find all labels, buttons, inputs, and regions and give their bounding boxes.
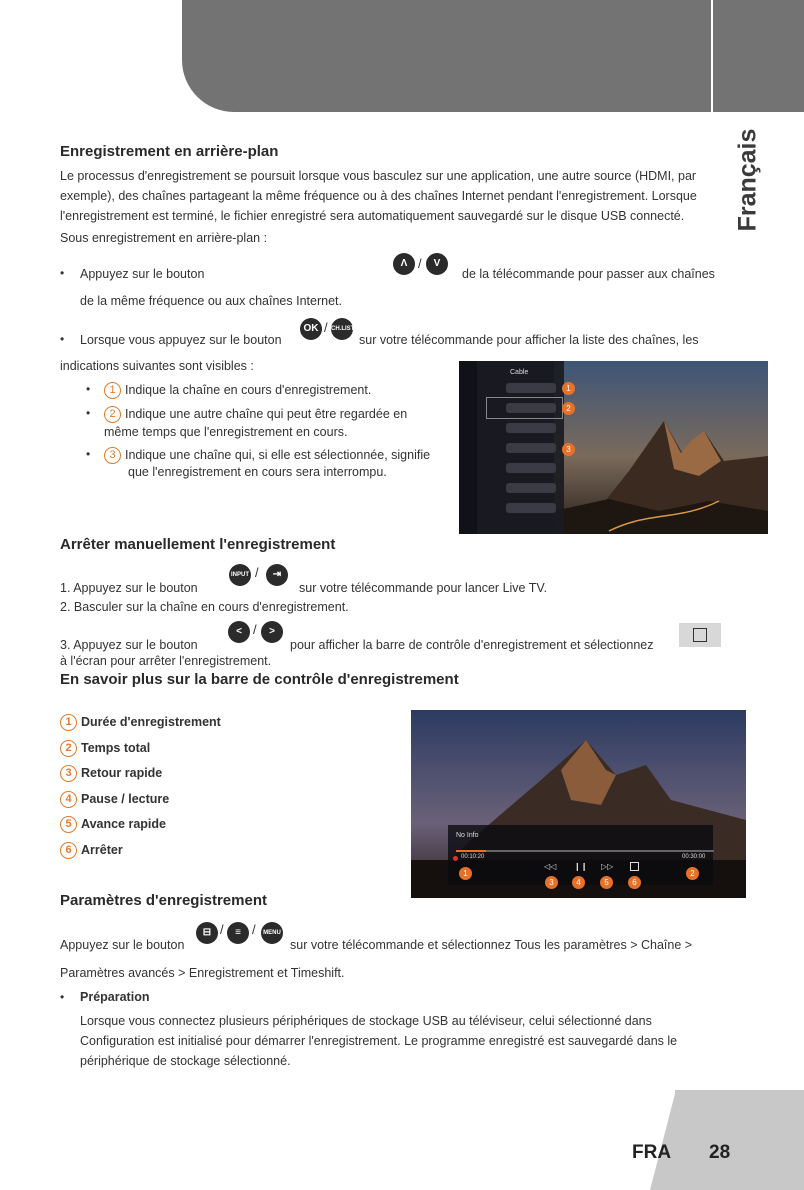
list-button-icon: ≡ <box>227 922 249 944</box>
left-button-icon: < <box>228 621 250 643</box>
list-header: Cable <box>510 369 529 376</box>
bullet1-text: Appuyez sur le bouton <box>80 267 205 281</box>
bullet2-line2: indications suivantes sont visibles : <box>60 359 254 373</box>
channel-down-button-icon: V <box>426 253 448 275</box>
badge-2: 2 <box>686 867 699 880</box>
total-time: 00:30:00 <box>682 854 706 860</box>
indication-1: 1 Indique la chaîne en cours d'enregistrement. <box>104 380 371 400</box>
input-button-icon: INPUT <box>229 564 251 586</box>
section-title-background: Enregistrement en arrière-plan <box>60 143 279 160</box>
stop-step3: 3. Appuyez sur le bouton <box>60 638 198 652</box>
badge-1: 1 <box>562 382 575 395</box>
menu-button-icon: MENU <box>261 922 283 944</box>
bullet: • <box>60 332 65 346</box>
stop-icon <box>679 623 721 647</box>
side-language-label: Français <box>733 128 762 232</box>
stop-step1-post: sur votre télécommande pour lancer Live TV. <box>299 581 548 595</box>
footer-shape <box>650 1090 676 1190</box>
right-button-icon: > <box>261 621 283 643</box>
pause-icon: ❙❙ <box>574 862 588 871</box>
badge-4: 4 <box>572 876 585 889</box>
channel-list-screenshot <box>459 361 768 534</box>
section-title-stop: Arrêter manuellement l'enregistrement <box>60 536 336 553</box>
control-bar-screenshot <box>411 710 746 898</box>
indication-2: 2 Indique une autre chaîne qui peut être regardée en <box>104 404 407 424</box>
badge-3: 3 <box>562 443 575 456</box>
params-line1-post: sur votre télécommande et sélectionnez Tous les paramètres > Chaîne > <box>290 938 693 952</box>
bullet2-text-post: sur votre télécommande pour afficher la liste des chaînes, les <box>359 333 699 347</box>
stop-step2: 2. Basculer sur la chaîne en cours d'enregistrement. <box>60 600 349 614</box>
footer-lang: FRA <box>632 1142 672 1163</box>
bullet1-line2: de la même fréquence ou aux chaînes Internet. <box>80 294 342 308</box>
bar-item-3: 3 Retour rapide <box>60 763 162 783</box>
forward-icon: ▷▷ <box>601 862 614 871</box>
chlist-button-icon: CH.LIST <box>331 318 353 340</box>
source-button-icon: ⇥ <box>266 564 288 586</box>
bullet: • <box>60 266 65 280</box>
sub-heading: Sous enregistrement en arrière-plan : <box>60 231 268 245</box>
stop-step3-post: pour afficher la barre de contrôle d'enregistrement et sélectionnez <box>290 638 654 652</box>
home-button-icon: ⊟ <box>196 922 218 944</box>
prep-title: Préparation <box>80 990 150 1004</box>
stop-square-icon <box>630 862 639 871</box>
badge-2: 2 <box>562 402 575 415</box>
indication-3-line2: que l'enregistrement en cours sera interrompu. <box>128 465 387 479</box>
section-title-bar: En savoir plus sur la barre de contrôle d'enregistrement <box>60 671 459 688</box>
prep-text: Lorsque vous connectez plusieurs périphériques de stockage USB au téléviseur, celui sélectionné dans Configuration est initialisé pour démarrer l'enregistrement. Le programme enregistré est sauvegardé dans le périphérique de stockage sélectionné. <box>80 1014 678 1068</box>
bullet1-text-post: de la télécommande pour passer aux chaînes <box>462 267 715 281</box>
intro-paragraph: Le processus d'enregistrement se poursuit lorsque vous basculez sur une application, une autre source (HDMI, par exemple), des chaînes partageant la même fréquence ou à des chaînes Internet pendant l'enregistrement. Lorsque l'enregistrement est terminé, le fichier enregistré sera automatiquement sauvegardé sur le disque USB connecté. <box>60 169 697 223</box>
bar-item-4: 4 Pause / lecture <box>60 789 169 809</box>
bar-item-1: 1 Durée d'enregistrement <box>60 712 221 732</box>
badge-1: 1 <box>459 867 472 880</box>
stop-step3-line2: à l'écran pour arrêter l'enregistrement. <box>60 654 272 668</box>
section-title-params: Paramètres d'enregistrement <box>60 892 267 909</box>
program-name: No Info <box>456 832 479 839</box>
badge-5: 5 <box>600 876 613 889</box>
elapsed-time: 00:10:20 <box>461 854 485 860</box>
footer-band <box>675 1090 804 1190</box>
rec-dot <box>453 856 458 861</box>
bar-item-5: 5 Avance rapide <box>60 814 166 834</box>
params-line1: Appuyez sur le bouton <box>60 938 185 952</box>
page-number: 28 <box>709 1142 731 1163</box>
header-divider <box>711 0 713 112</box>
indication-3: 3 Indique une chaîne qui, si elle est sélectionnée, signifie <box>104 445 430 465</box>
params-line2: Paramètres avancés > Enregistrement et Timeshift. <box>60 966 345 980</box>
badge-6: 6 <box>628 876 641 889</box>
bar-item-6: 6 Arrêter <box>60 840 123 860</box>
ok-button-icon: OK <box>300 318 322 340</box>
bullet2-text: Lorsque vous appuyez sur le bouton <box>80 333 282 347</box>
indication-2-line2: même temps que l'enregistrement en cours. <box>104 425 348 439</box>
rewind-icon: ◁◁ <box>544 862 557 871</box>
badge-3: 3 <box>545 876 558 889</box>
bar-item-2: 2 Temps total <box>60 738 150 758</box>
channel-up-button-icon: Λ <box>393 253 415 275</box>
stop-step1: 1. Appuyez sur le bouton <box>60 581 198 595</box>
